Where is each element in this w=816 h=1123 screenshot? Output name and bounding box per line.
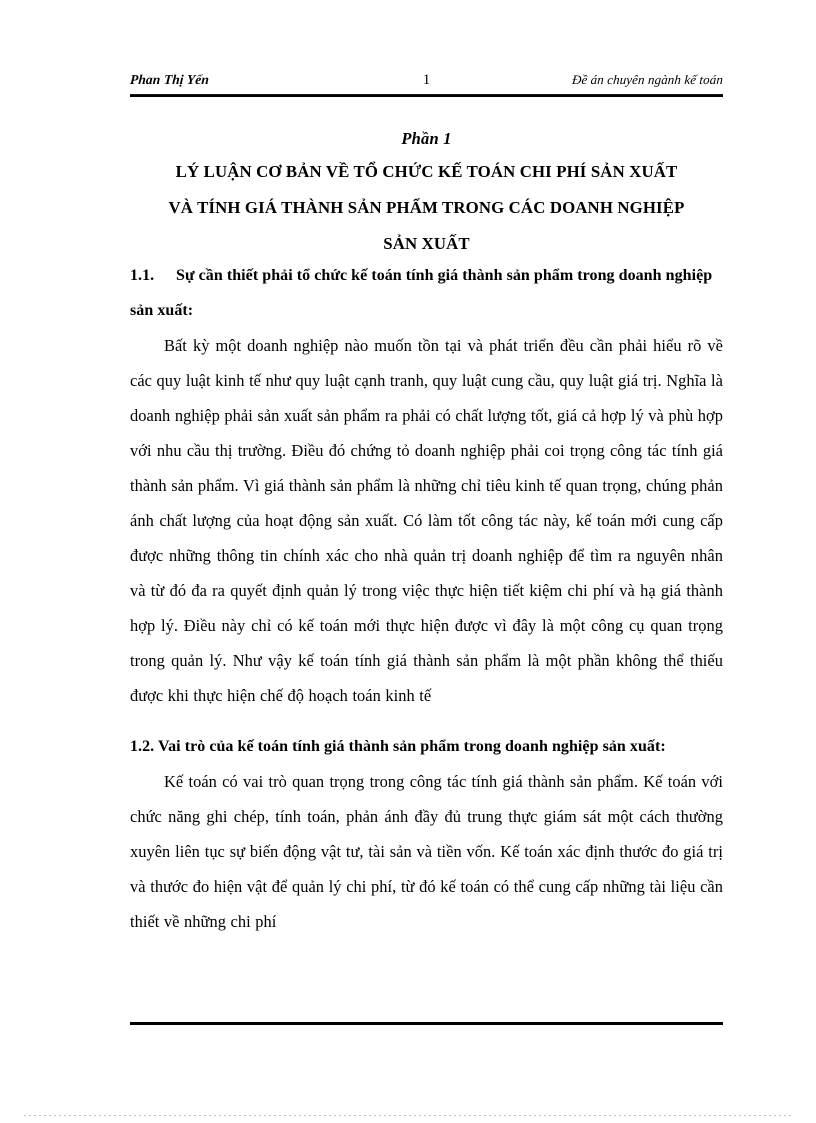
footer-rule: [130, 1022, 723, 1025]
section-number-1-1: 1.1.: [130, 267, 155, 284]
part-label: Phần 1: [401, 129, 452, 148]
paragraph-1-2: Kế toán có vai trò quan trọng trong công tác tính giá thành sản phẩm. Kế toán với chức năng ghi chép, tính toán, phản ánh đầy đủ trung thực giám sát một cách thường xuyên liên tục sự biến động vật tư, tài sản và tiền vốn. Kế toán xác định thước đo giá trị và thước đo hiện vật để quản lý chi phí, từ đó kế toán có thể cung cấp những tài liệu cần thiết về những chi phí: [130, 772, 723, 931]
section-heading-1-2: [130, 729, 723, 764]
title-line-3: SẢN XUẤT: [383, 234, 470, 253]
section-spacer: [130, 713, 723, 729]
section-title-1-2: Vai trò của kế toán tính giá thành sản phẩm trong doanh nghiệp sản xuất:: [157, 738, 666, 755]
title-block: [130, 128, 723, 262]
section-number-1-2: 1.2.: [130, 738, 155, 755]
document-body: [130, 258, 723, 939]
title-line-1: LÝ LUẬN CƠ BẢN VỀ TỔ CHỨC KẾ TOÁN CHI PHÍ SẢN XUẤT: [175, 162, 678, 181]
header-document-title: Đề án chuyên ngành kế toán: [571, 72, 724, 87]
header-rule: [130, 94, 723, 97]
header-author: Phan Thị Yến: [129, 72, 210, 87]
paragraph-1-1: Bất kỳ một doanh nghiệp nào muốn tồn tại và phát triển đều cần phải hiểu rõ về các quy luật kinh tế như quy luật cạnh tranh, quy luật cung cầu, quy luật giá trị. Nghĩa là doanh nghiệp phải sản xuất sản phẩm ra phải có chất lượng tốt, giá cả hợp lý và phù hợp với nhu cầu thị trường. Điều đó chứng tỏ doanh nghiệp phải coi trọng công tác tính giá thành sản phẩm. Vì giá thành sản phẩm là những chỉ tiêu kinh tế quan trọng, chúng phản ánh chất lượng của hoạt động sản xuất. Có làm tốt công tác này, kế toán mới cung cấp được những thông tin chính xác cho nhà quản trị doanh nghiệp để tìm ra nguyên nhân và từ đó đa ra quyết định quản lý trong việc thực hiện tiết kiệm chi phí và hạ giá thành hợp lý. Điều này chỉ có kế toán mới thực hiện được vì đây là một công cụ quan trọng trong quản lý. Như vậy kế toán tính giá thành sản phẩm là một phần không thể thiếu được khi thực hiện chế độ hoạch toán kinh tế: [130, 336, 723, 705]
title-line-2: VÀ TÍNH GIÁ THÀNH SẢN PHẨM TRONG CÁC DOANH NGHIỆP: [168, 198, 685, 217]
section-title-1-1: Sự cần thiết phải tổ chức kế toán tính giá thành sản phẩm trong doanh nghiệp sản xuất:: [130, 267, 713, 319]
scan-edge-artifact: [24, 1115, 794, 1116]
page-title: [130, 154, 723, 262]
page-number: 1: [422, 72, 431, 88]
page-header: [130, 72, 723, 96]
section-heading-1-1: [130, 258, 723, 328]
